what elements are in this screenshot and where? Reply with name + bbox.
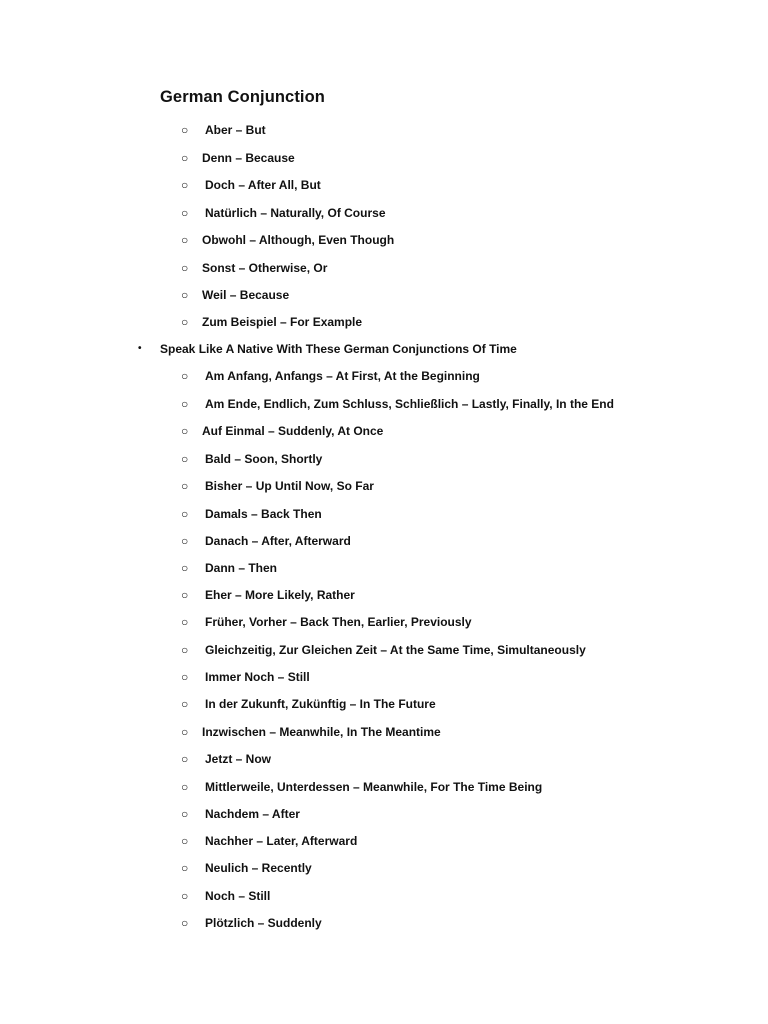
hollow-bullet-icon: ○ bbox=[181, 178, 189, 192]
list-item-text: Danach – After, Afterward bbox=[205, 534, 351, 548]
page-title: German Conjunction bbox=[160, 88, 325, 106]
list-item-text: Mittlerweile, Unterdessen – Meanwhile, For The Time Being bbox=[205, 780, 543, 794]
hollow-bullet-icon: ○ bbox=[181, 206, 189, 220]
list-item-text: Obwohl – Although, Even Though bbox=[202, 233, 395, 247]
hollow-bullet-icon: ○ bbox=[181, 315, 189, 329]
list-item-text: Am Anfang, Anfangs – At First, At the Beginning bbox=[205, 369, 480, 383]
hollow-bullet-icon: ○ bbox=[181, 780, 189, 794]
list-item-text: Immer Noch – Still bbox=[205, 670, 310, 684]
hollow-bullet-icon: ○ bbox=[181, 479, 189, 493]
hollow-bullet-icon: ○ bbox=[181, 452, 189, 466]
hollow-bullet-icon: ○ bbox=[181, 261, 189, 275]
hollow-bullet-icon: ○ bbox=[181, 397, 189, 411]
list-item-text: Denn – Because bbox=[202, 151, 295, 165]
list-item-text: Nachdem – After bbox=[205, 807, 300, 821]
list-item-text: Aber – But bbox=[205, 123, 266, 137]
list-item-text: Zum Beispiel – For Example bbox=[202, 315, 363, 329]
hollow-bullet-icon: ○ bbox=[181, 834, 189, 848]
hollow-bullet-icon: ○ bbox=[181, 534, 189, 548]
list-item-text: Früher, Vorher – Back Then, Earlier, Previously bbox=[205, 615, 472, 629]
list-item-text: Bisher – Up Until Now, So Far bbox=[205, 479, 374, 493]
hollow-bullet-icon: ○ bbox=[181, 424, 189, 438]
list-item-text: Natürlich – Naturally, Of Course bbox=[205, 206, 386, 220]
hollow-bullet-icon: ○ bbox=[181, 807, 189, 821]
hollow-bullet-icon: ○ bbox=[181, 233, 189, 247]
list-item-text: Doch – After All, But bbox=[205, 178, 321, 192]
list-item-text: Neulich – Recently bbox=[205, 861, 312, 875]
list-item-text: Sonst – Otherwise, Or bbox=[202, 261, 328, 275]
list-item-text: In der Zukunft, Zukünftig – In The Future bbox=[205, 697, 436, 711]
hollow-bullet-icon: ○ bbox=[181, 861, 189, 875]
list-item-text: Noch – Still bbox=[205, 889, 271, 903]
list-item-text: Inzwischen – Meanwhile, In The Meantime bbox=[202, 725, 441, 739]
hollow-bullet-icon: ○ bbox=[181, 725, 189, 739]
list-item-text: Eher – More Likely, Rather bbox=[205, 588, 355, 602]
hollow-bullet-icon: ○ bbox=[181, 670, 189, 684]
hollow-bullet-icon: ○ bbox=[181, 697, 189, 711]
hollow-bullet-icon: ○ bbox=[181, 916, 189, 930]
hollow-bullet-icon: ○ bbox=[181, 752, 189, 766]
hollow-bullet-icon: ○ bbox=[181, 643, 189, 657]
section-heading: Speak Like A Native With These German Conjunctions Of Time bbox=[160, 342, 517, 356]
hollow-bullet-icon: ○ bbox=[181, 369, 189, 383]
hollow-bullet-icon: ○ bbox=[181, 507, 189, 521]
list-item-text: Nachher – Later, Afterward bbox=[205, 834, 358, 848]
hollow-bullet-icon: ○ bbox=[181, 615, 189, 629]
list-item-text: Dann – Then bbox=[205, 561, 278, 575]
list-item-text: Am Ende, Endlich, Zum Schluss, Schließlich – Lastly, Finally, In the End bbox=[205, 397, 614, 411]
hollow-bullet-icon: ○ bbox=[181, 151, 189, 165]
list-item-text: Weil – Because bbox=[202, 288, 290, 302]
list-item-text: Jetzt – Now bbox=[205, 752, 272, 766]
hollow-bullet-icon: ○ bbox=[181, 123, 189, 137]
list-item-text: Auf Einmal – Suddenly, At Once bbox=[202, 424, 384, 438]
list-item-text: Bald – Soon, Shortly bbox=[205, 452, 323, 466]
list-item-text: Gleichzeitig, Zur Gleichen Zeit – At the Same Time, Simultaneously bbox=[205, 643, 586, 657]
hollow-bullet-icon: ○ bbox=[181, 889, 189, 903]
list-item-text: Plötzlich – Suddenly bbox=[205, 916, 322, 930]
list-item-text: Damals – Back Then bbox=[205, 507, 322, 521]
hollow-bullet-icon: ○ bbox=[181, 288, 189, 302]
bullet-icon: • bbox=[138, 343, 142, 354]
hollow-bullet-icon: ○ bbox=[181, 588, 189, 602]
hollow-bullet-icon: ○ bbox=[181, 561, 189, 575]
